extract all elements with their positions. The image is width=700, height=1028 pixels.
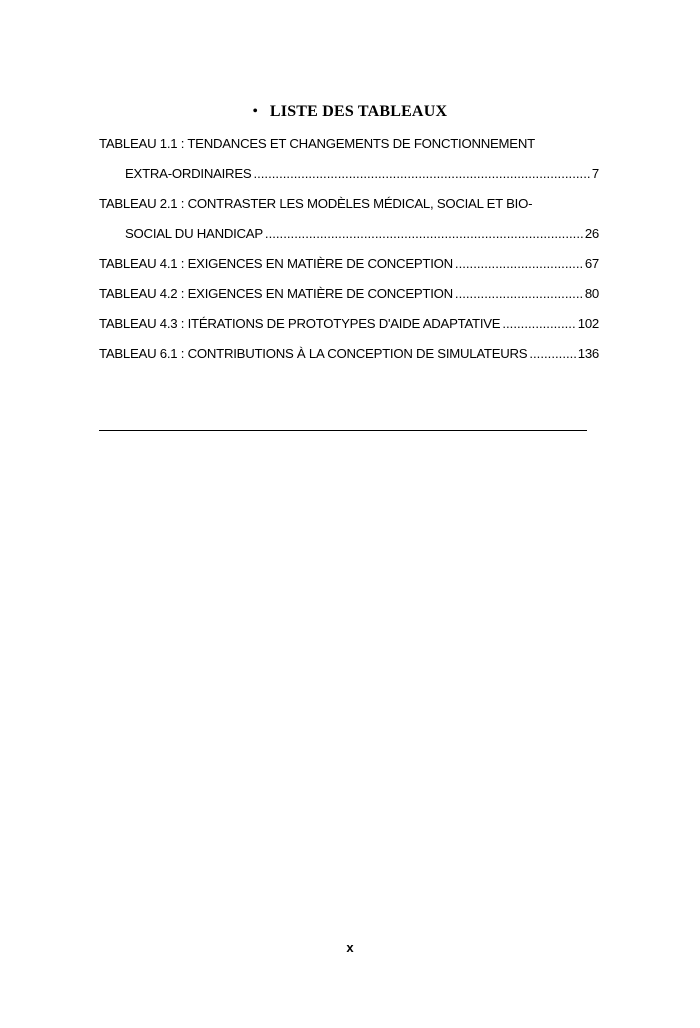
toc-page-number: 102 — [577, 316, 599, 331]
toc-entry-title: TABLEAU 4.2 : EXIGENCES EN MATIÈRE DE CONCEPTION — [99, 286, 453, 301]
dot-leader — [265, 224, 583, 244]
page-title-text: LISTE DES TABLEAUX — [269, 103, 448, 120]
toc-entry-line — [99, 194, 599, 224]
table-of-contents — [99, 134, 599, 374]
toc-entry-line — [99, 314, 599, 344]
toc-entry-tableau-2-1[interactable] — [99, 194, 599, 254]
toc-page-number: 7 — [591, 166, 599, 181]
toc-entry-title-continued: EXTRA-ORDINAIRES — [125, 166, 252, 181]
footnote-separator — [99, 430, 587, 431]
dot-leader — [253, 164, 589, 184]
toc-entry-title-continued: SOCIAL DU HANDICAP — [125, 226, 263, 241]
toc-entry-tableau-1-1[interactable] — [99, 134, 599, 194]
toc-page-number: 136 — [577, 346, 599, 361]
toc-entry-tableau-4-3[interactable] — [99, 314, 599, 344]
page-number-footer: x — [346, 940, 354, 955]
dot-leader — [529, 344, 575, 364]
toc-entry-title: TABLEAU 2.1 : CONTRASTER LES MODÈLES MÉDICAL, SOCIAL ET BIO- — [99, 196, 533, 211]
dot-leader — [455, 254, 583, 274]
toc-entry-title: TABLEAU 4.3 : ITÉRATIONS DE PROTOTYPES D'AIDE ADAPTATIVE — [99, 316, 501, 331]
dot-leader — [455, 284, 583, 304]
toc-page-number: 67 — [584, 256, 599, 271]
toc-entry-title: TABLEAU 1.1 : TENDANCES ET CHANGEMENTS DE FONCTIONNEMENT — [99, 136, 535, 151]
toc-entry-line — [99, 224, 599, 254]
page-title — [0, 103, 700, 121]
bullet-icon: • — [252, 104, 258, 119]
toc-entry-title: TABLEAU 4.1 : EXIGENCES EN MATIÈRE DE CONCEPTION — [99, 256, 453, 271]
toc-entry-line — [99, 254, 599, 284]
toc-entry-line — [99, 344, 599, 374]
toc-entry-line — [99, 284, 599, 314]
toc-entry-line — [99, 134, 599, 164]
toc-entry-line — [99, 164, 599, 194]
toc-page-number: 80 — [584, 286, 599, 301]
toc-entry-tableau-4-2[interactable] — [99, 284, 599, 314]
toc-entry-tableau-4-1[interactable] — [99, 254, 599, 284]
toc-page-number: 26 — [584, 226, 599, 241]
toc-entry-title: TABLEAU 6.1 : CONTRIBUTIONS À LA CONCEPTION DE SIMULATEURS — [99, 346, 528, 361]
dot-leader — [502, 314, 575, 334]
toc-entry-tableau-6-1[interactable] — [99, 344, 599, 374]
